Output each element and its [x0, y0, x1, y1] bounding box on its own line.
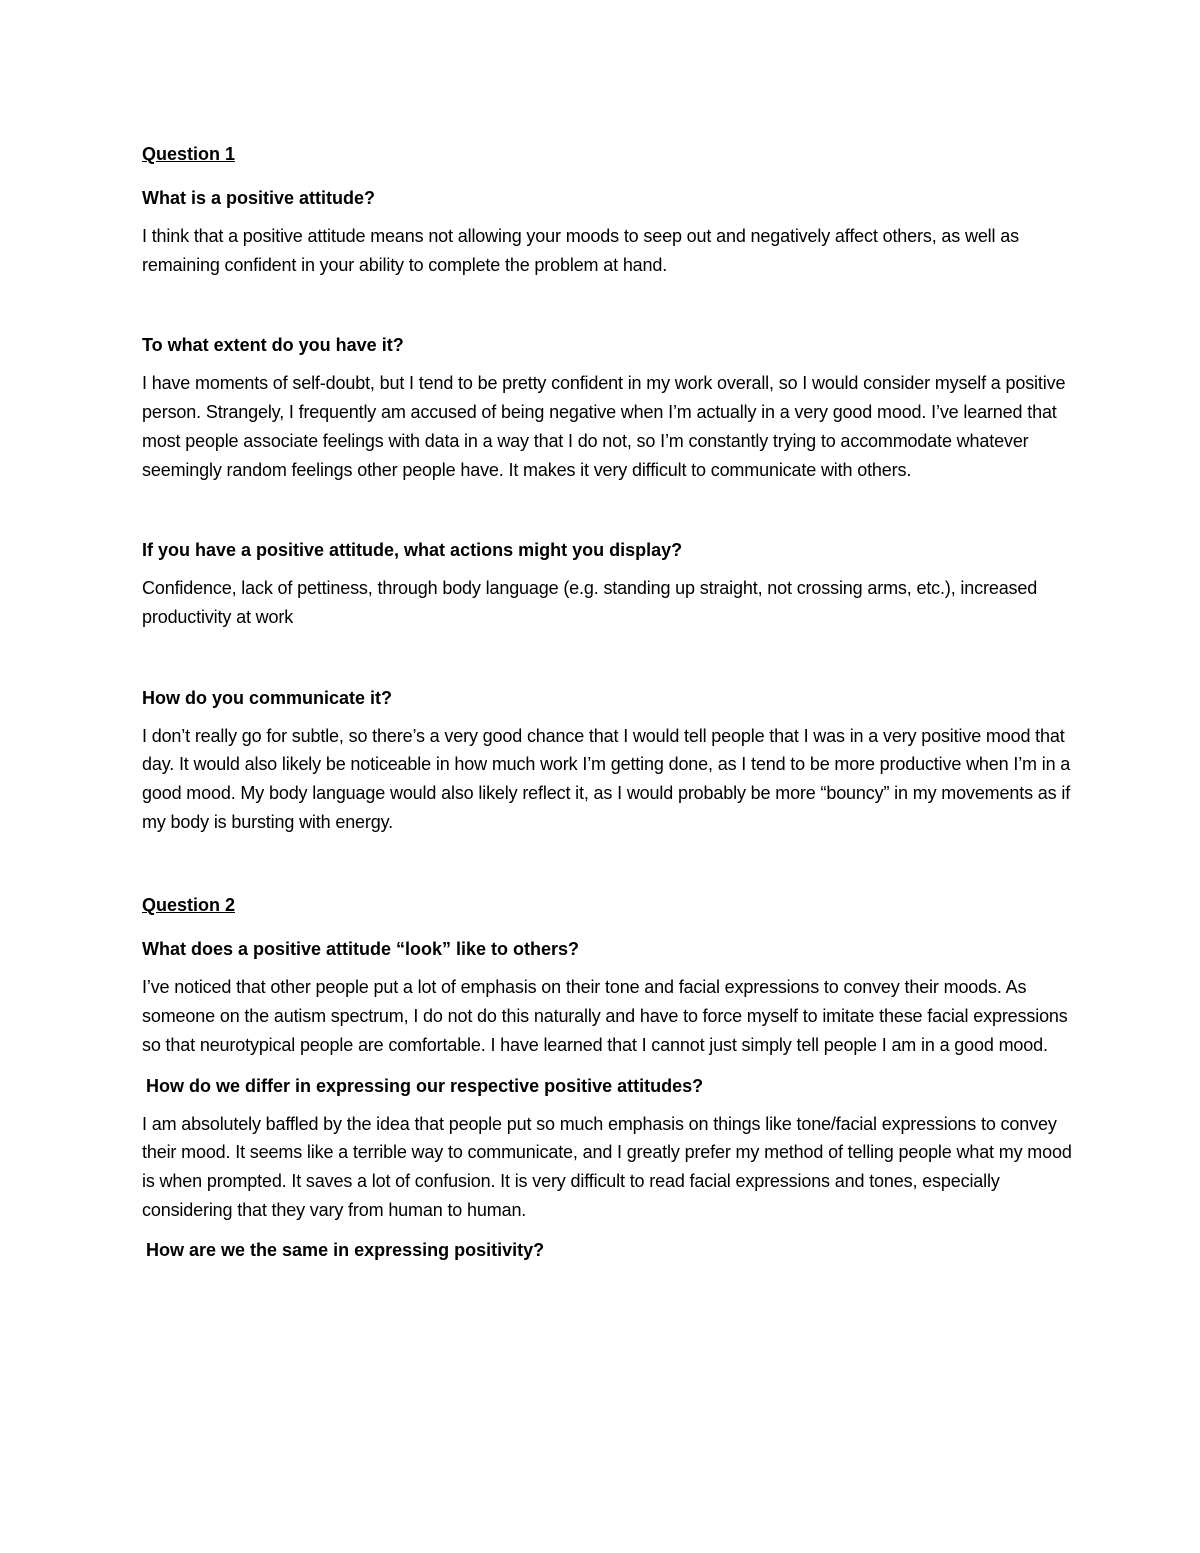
- q1-answer-1: I think that a positive attitude means not allowing your moods to seep out and negatively affect others, as well as remaining confident in your ability to complete the problem at hand.: [142, 226, 1019, 275]
- q2-prompt-2: How do we differ in expressing our respective positive attitudes?: [146, 1075, 704, 1096]
- q1-prompt-4: How do you communicate it?: [142, 687, 393, 708]
- q1-prompt-1: What is a positive attitude?: [142, 188, 376, 208]
- q2-prompt-1: What does a positive attitude “look” like to others?: [142, 939, 580, 960]
- q1-prompt-3: If you have a positive attitude, what actions might you display?: [142, 540, 683, 561]
- q1-answer-4: I don’t really go for subtle, so there’s a very good chance that I would tell people that I was in a very positive mood that day. It would also likely be noticeable in how much work I’m getting done, as I tend to be more productive when I’m in a good mood. My body language would also likely reflect it, as I would probably be more “bouncy” in my movements as if my body is bursting with energy.: [142, 725, 1071, 832]
- q2-prompt-3: How are we the same in expressing positivity?: [146, 1240, 545, 1261]
- q2-answer-2: I am absolutely baffled by the idea that people put so much emphasis on things like tone/facial expressions to convey their mood. It seems like a terrible way to communicate, and I greatly prefer my method of telling people what my mood is when prompted. It saves a lot of confusion. It is very difficult to read facial expressions and tones, especially considering that they vary from human to human.: [142, 1113, 1072, 1220]
- q2-answer-1: I’ve noticed that other people put a lot of emphasis on their tone and facial expressions to convey their moods. As someone on the autism spectrum, I do not do this naturally and have to force myself to imitate these facial expressions so that neurotypical people are comfortable. I have learned that I cannot just simply tell people I am in a good mood.: [142, 977, 1068, 1055]
- question-1-heading: Question 1: [142, 144, 236, 164]
- q1-answer-2: I have moments of self-doubt, but I tend to be pretty confident in my work overall, so I would consider myself a positive person. Strangely, I frequently am accused of being negative when I’m actually in a very good mood. I’ve learned that most people associate feelings with data in a way that I do not, so I’m constantly trying to accommodate whatever seemingly random feelings other people have. It makes it very difficult to communicate with others.: [142, 373, 1066, 480]
- question-2-heading: Question 2: [142, 895, 236, 916]
- q1-prompt-2: To what extent do you have it?: [142, 335, 404, 356]
- q1-answer-3: Confidence, lack of pettiness, through body language (e.g. standing up straight, not crossing arms, etc.), increased productivity at work: [142, 578, 1038, 627]
- document-body: [142, 140, 1082, 1274]
